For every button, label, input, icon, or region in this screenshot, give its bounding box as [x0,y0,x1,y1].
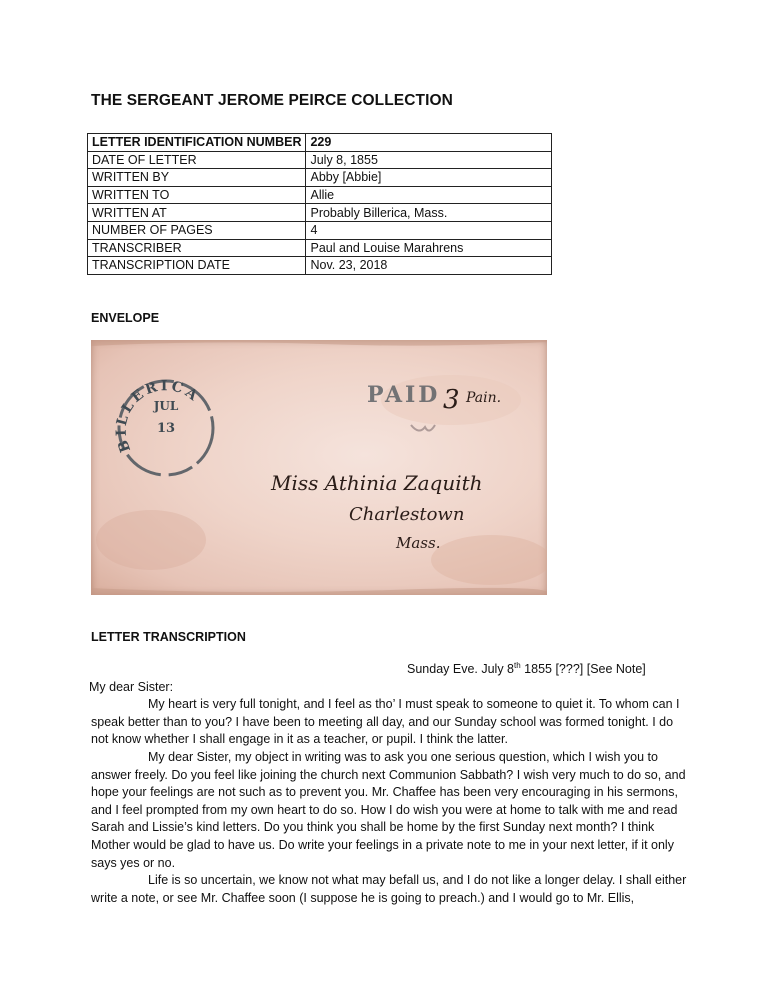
letter-paragraph: My dear Sister, my object in writing was to ask you one serious question, which I wish you to answer freely. Do you feel like joining the church next Communion Sabbath? I wish very much to do so, and hope your feelings are not such as to prevent you. Mr. Chaffee has been very encouraging in his sermons, and I feel prompted from my own heart to do so. How I do wish you were at home to talk with me and read Sarah and Lissie’s kind letters. Do you think you shall be home by the first Sunday next month? I think Mother would be glad to have us. Do write your feelings in a private note to me in your next letter, if it only says yes or no. [91,749,686,870]
postmark-day: 13 [156,421,176,436]
letter-paragraph: Life is so uncertain, we know not what may befall us, and I do not like a longer delay. I shall either write a note, or see Mr. Chaffee soon (I suppose he is going to preach.) and I would go to Mr. Ellis, [91,873,687,905]
metadata-row [88,134,552,152]
metadata-label: DATE OF LETTER [88,151,306,169]
paid-amount: 3 [443,385,460,415]
metadata-row [88,221,552,239]
metadata-label: WRITTEN TO [88,186,306,204]
metadata-label: WRITTEN BY [88,169,306,187]
envelope-image [91,340,547,595]
letter-date-line [91,661,691,679]
metadata-row [88,257,552,275]
address-line-3: Mass. [396,534,441,552]
metadata-row [88,186,552,204]
metadata-label: TRANSCRIBER [88,239,306,257]
letter-metadata-table [87,133,552,275]
envelope-heading: ENVELOPE [91,311,160,325]
metadata-value: Allie [306,186,552,204]
address-line-2: Charlestown [349,504,465,525]
metadata-label: WRITTEN AT [88,204,306,222]
letter-date: Sunday Eve. July 8 [407,662,515,676]
metadata-value: Probably Billerica, Mass. [306,204,552,222]
metadata-label: TRANSCRIPTION DATE [88,257,306,275]
letter-date-ordinal: th [514,660,521,670]
paid-stamp: PAID [367,382,441,408]
metadata-value: 229 [306,134,552,152]
metadata-label: LETTER IDENTIFICATION NUMBER [88,134,306,152]
letter-body [91,661,691,907]
metadata-value: July 8, 1855 [306,151,552,169]
metadata-row [88,239,552,257]
letter-salutation: My dear Sister: [89,679,174,694]
letter-date-note: 1855 [???] [See Note] [520,662,646,676]
letter-transcription-heading: LETTER TRANSCRIPTION [91,630,246,644]
metadata-row [88,204,552,222]
postmark [114,378,213,475]
postmark-month: JUL [153,399,179,413]
metadata-row [88,151,552,169]
metadata-value: Nov. 23, 2018 [306,257,552,275]
metadata-value: Abby [Abbie] [306,169,552,187]
envelope-drawing [91,340,547,595]
metadata-label: NUMBER OF PAGES [88,221,306,239]
paid-note: Pain. [466,390,502,406]
document-title: THE SERGEANT JEROME PEIRCE COLLECTION [91,92,453,109]
postmark-town: BILLERICA [113,378,203,455]
metadata-value: Paul and Louise Marahrens [306,239,552,257]
letter-paragraph: My heart is very full tonight, and I feel as tho’ I must speak to someone to quiet it. To whom can I speak better than to you? I have been to meeting all day, and our Sunday school was formed tonight. I do not know whether I shall engage in it as a teacher, or pupil. I think the latter. [91,697,680,747]
metadata-value: 4 [306,221,552,239]
metadata-row [88,169,552,187]
address-line-1: Miss Athinia Zaquith [271,471,483,495]
